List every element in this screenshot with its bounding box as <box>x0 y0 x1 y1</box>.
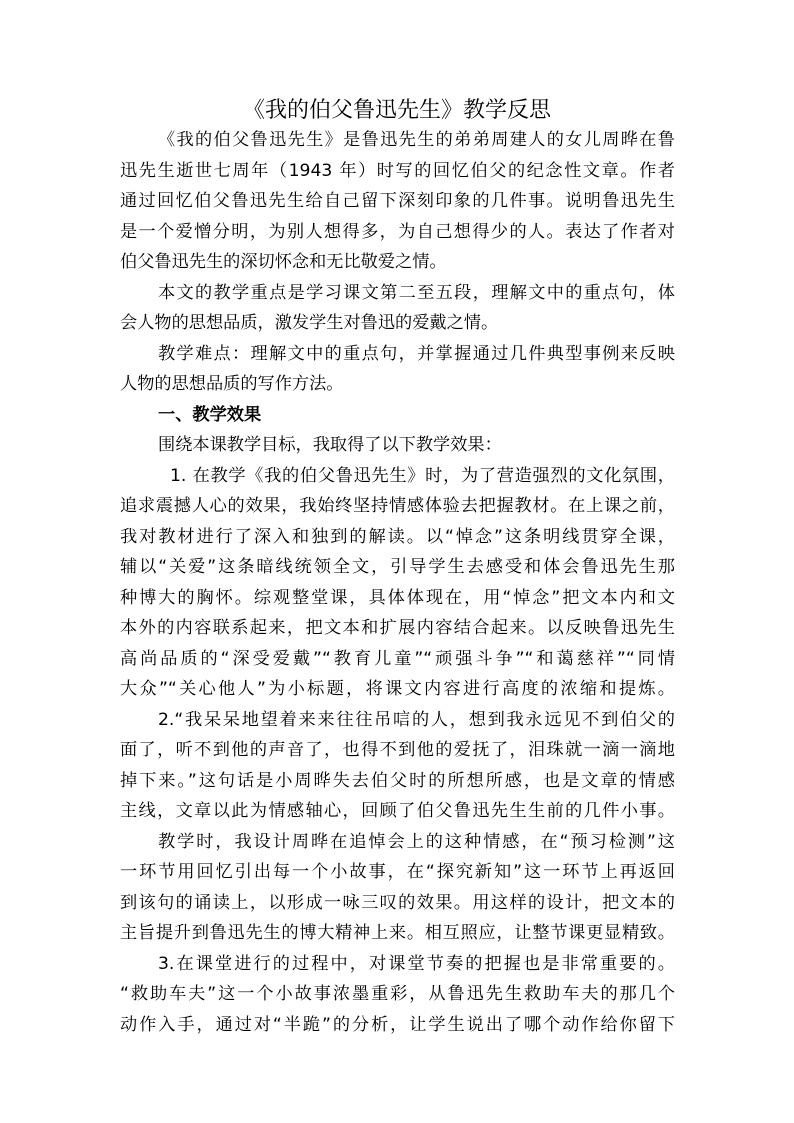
paragraph-line: 大众”“关心他人”为小标题，将课文内容进行高度的浓缩和提炼。 <box>120 679 675 699</box>
paragraph-line: 动作入手，通过对“半跪”的分析，让学生说出了哪个动作给你留下 <box>120 1015 675 1035</box>
paragraph-line: 面了，听不到他的声音了，也得不到他的爱抚了，泪珠就一滴一滴地 <box>120 740 675 760</box>
document-title: 《我的伯父鲁迅先生》教学反思 <box>242 98 551 123</box>
paragraph-line: 种博大的胸怀。综观整堂课，具体体现在，用“悼念”把文本内和文 <box>120 588 675 608</box>
paragraph-line: 到该句的诵读上，以形成一咏三叹的效果。用这样的设计，把文本的 <box>120 893 675 913</box>
paragraph-line: 主线，文章以此为情感轴心，回顾了伯父鲁迅先生生前的几件小事。 <box>120 801 675 821</box>
paragraph-line: 主旨提升到鲁迅先生的博大精神上来。相互照应，让整节课更显精致。 <box>120 923 675 943</box>
paragraph-line: 掉下来。”这句话是小周晔失去伯父时的所想所感，也是文章的情感 <box>120 771 675 791</box>
paragraph-line: 2.“我呆呆地望着来来往往吊唁的人，想到我永远见不到伯父的 <box>158 710 675 730</box>
paragraph-line: 通过回忆伯父鲁迅先生给自己留下深刻印象的几件事。说明鲁迅先生 <box>120 191 675 211</box>
paragraph-line: 本外的内容联系起来，把文本和扩展内容结合起来。以反映鲁迅先生 <box>120 618 675 638</box>
paragraph-line: 围绕本课教学目标，我取得了以下教学效果： <box>158 435 502 455</box>
section-heading: 一、教学效果 <box>158 405 262 425</box>
paragraph-line: 教学难点：理解文中的重点句，并掌握通过几件典型事例来反映 <box>158 344 675 364</box>
paragraph-line: 迅先生逝世七周年（1943 年）时写的回忆伯父的纪念性文章。作者 <box>120 161 675 181</box>
paragraph-line: 追求震撼人心的效果，我始终坚持情感体验去把握教材。在上课之前， <box>120 496 675 516</box>
paragraph-line: 会人物的思想品质，激发学生对鲁迅的爱戴之情。 <box>120 313 499 333</box>
paragraph-line: 伯父鲁迅先生的深切怀念和无比敬爱之情。 <box>120 252 447 272</box>
paragraph-line: “救助车夫”这一个小故事浓墨重彩，从鲁迅先生救助车夫的那几个 <box>120 984 675 1004</box>
paragraph-line: 本文的教学重点是学习课文第二至五段，理解文中的重点句，体 <box>158 283 675 303</box>
paragraph-line: 是一个爱憎分明，为别人想得多，为自己想得少的人。表达了作者对 <box>120 222 675 242</box>
paragraph-line: 高尚品质的“深受爱戴”“教育儿童”“顽强斗争”“和蔼慈祥”“同情 <box>120 649 675 669</box>
paragraph-line: 3.在课堂进行的过程中，对课堂节奏的把握也是非常重要的。 <box>158 954 675 974</box>
paragraph-line: 1. 在教学《我的伯父鲁迅先生》时，为了营造强烈的文化氛围， <box>170 466 675 486</box>
paragraph-line: 《我的伯父鲁迅先生》是鲁迅先生的弟弟周建人的女儿周晔在鲁 <box>158 130 675 150</box>
paragraph-line: 教学时，我设计周晔在追悼会上的这种情感，在“预习检测”这 <box>158 832 675 852</box>
paragraph-line: 我对教材进行了深入和独到的解读。以“悼念”这条明线贯穿全课， <box>120 527 675 547</box>
paragraph-line: 辅以“关爱”这条暗线统领全文，引导学生去感受和体会鲁迅先生那 <box>120 557 675 577</box>
paragraph-line: 一环节用回忆引出每一个小故事，在“探究新知”这一环节上再返回 <box>120 862 675 882</box>
paragraph-line: 人物的思想品质的写作方法。 <box>120 374 344 394</box>
